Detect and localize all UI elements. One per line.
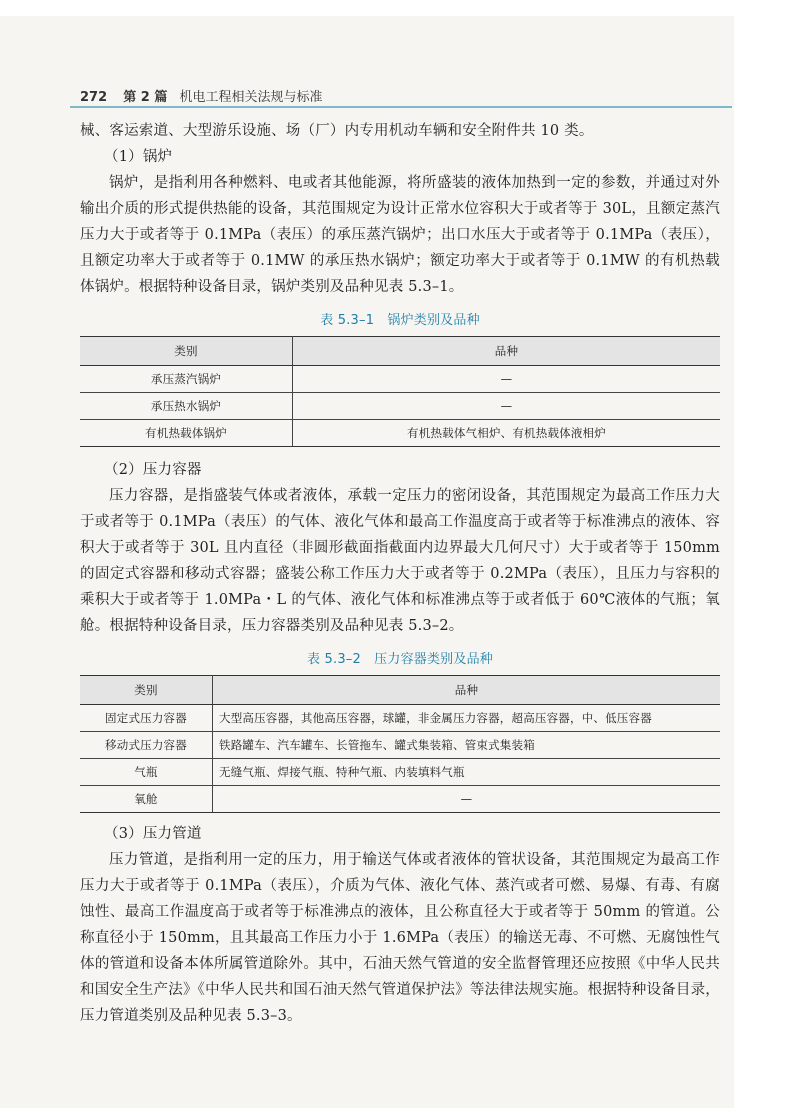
pipe-paragraph: 压力管道，是指利用一定的压力，用于输送气体或者液体的管状设备，其范围规定为最高工作压力大于或者等于 0.1MPa（表压），介质为气体、液化气体、蒸汽或者可燃、易爆、有毒、有腐蚀性、最高工作温度高于或者等于标准沸点的液体，且公称直径大于或者等于 50mm 的管道。公称直径小于 150mm，且其最高工作压力小于 1.6MPa（表压）的输送无毒、不可燃、无腐蚀性气体的管道和设备本体所属管道除外。其中，石油天然气管道的安全监督管理还应按照《中华人民共和国安全生产法》《中华人民共和国石油天然气管道保护法》等法律法规实施。根据特种设备目录，压力管道类别及品种见表 5.3–3。 xyxy=(80,852,720,1024)
table-row xyxy=(80,393,720,420)
boiler-paragraph: 锅炉，是指利用各种燃料、电或者其他能源，将所盛装的液体加热到一定的参数，并通过对外输出介质的形式提供热能的设备，其范围规定为设计正常水位容积大于或者等于 30L，且额定蒸汽压力大于或者等于 0.1MPa（表压）的承压蒸汽锅炉；出口水压大于或者等于 0.1MPa（表压），且额定功率大于或者等于 0.1MW 的承压热水锅炉；额定功率大于或者等于 0.1MW 的有机热载体锅炉。根据特种设备目录，锅炉类别及品种见表 5.3–1。 xyxy=(80,175,720,295)
intro-paragraph: 械、客运索道、大型游乐设施、场（厂）内专用机动车辆和安全附件共 10 类。 xyxy=(80,123,594,139)
table-cell: 有机热载体锅炉 xyxy=(80,420,293,447)
part-label: 第 2 篇 xyxy=(123,90,168,105)
table-cell: 铁路罐车、汽车罐车、长管拖车、罐式集装箱、管束式集装箱 xyxy=(213,732,721,759)
scan-margin-right xyxy=(734,0,800,1108)
vessel-heading: （2）压力容器 xyxy=(104,462,202,478)
table1-header-category: 类别 xyxy=(80,337,293,366)
running-header xyxy=(80,86,732,106)
table-row xyxy=(80,366,720,393)
scan-margin-top xyxy=(0,0,800,16)
table-cell: 大型高压容器，其他高压容器，球罐，非金属压力容器，超高压容器，中、低压容器 xyxy=(213,705,721,732)
table-cell: 固定式压力容器 xyxy=(80,705,213,732)
table-cell: 移动式压力容器 xyxy=(80,732,213,759)
table2-header-variety: 品种 xyxy=(213,676,721,705)
table-cell: 无缝气瓶、焊接气瓶、特种气瓶、内装填料气瓶 xyxy=(213,759,721,786)
table-cell: 气瓶 xyxy=(80,759,213,786)
table-cell: — xyxy=(293,366,721,393)
table-row xyxy=(80,732,720,759)
header-divider xyxy=(70,106,732,108)
table-cell: 有机热载体气相炉、有机热载体液相炉 xyxy=(293,420,721,447)
table2-caption: 表 5.3–2 压力容器类别及品种 xyxy=(307,652,493,667)
boiler-table xyxy=(80,336,720,447)
table-cell: 承压热水锅炉 xyxy=(80,393,293,420)
boiler-heading: （1）锅炉 xyxy=(104,149,173,165)
body-text xyxy=(80,118,720,1029)
table-row xyxy=(80,786,720,813)
table1-header-variety: 品种 xyxy=(293,337,721,366)
vessel-paragraph: 压力容器，是指盛装气体或者液体，承载一定压力的密闭设备，其范围规定为最高工作压力大于或者等于 0.1MPa（表压）的气体、液化气体和最高工作温度高于或者等于标准沸点的液体、容积大于或者等于 30L 且内直径（非圆形截面指截面内边界最大几何尺寸）大于或者等于 150mm 的固定式容器和移动式容器；盛装公称工作压力大于或者等于 0.2MPa（表压），且压力与容积的乘积大于或者等于 1.0MPa・L 的气体、液化气体和标准沸点等于或者低于 60℃液体的气瓶；氧舱。根据特种设备目录，压力容器类别及品种见表 5.3–2。 xyxy=(80,488,720,634)
table1-caption: 表 5.3–1 锅炉类别及品种 xyxy=(320,313,480,328)
pipe-heading: （3）压力管道 xyxy=(104,826,202,842)
chapter-title: 机电工程相关法规与标准 xyxy=(179,90,323,105)
table-cell: — xyxy=(293,393,721,420)
table-row xyxy=(80,759,720,786)
table-cell: 承压蒸汽锅炉 xyxy=(80,366,293,393)
pressure-vessel-table xyxy=(80,675,720,813)
table2-header-category: 类别 xyxy=(80,676,213,705)
table-row xyxy=(80,705,720,732)
table-row xyxy=(80,420,720,447)
table-cell: 氧舱 xyxy=(80,786,213,813)
page-number: 272 xyxy=(80,90,108,105)
table-cell: — xyxy=(213,786,721,813)
